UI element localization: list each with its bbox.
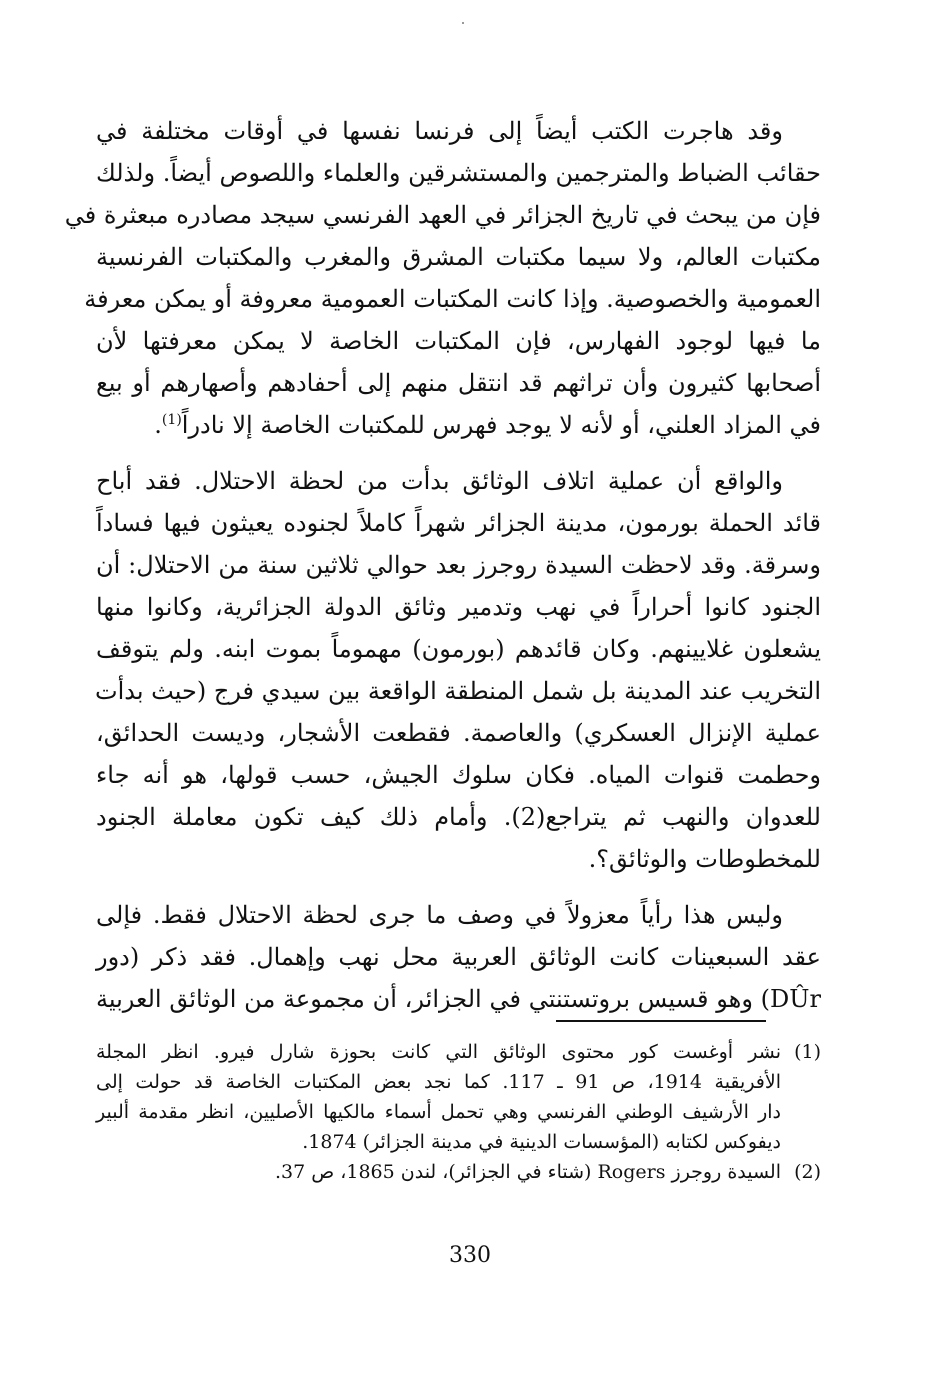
text-line: التخريب عند المدينة بل شمل المنطقة الواقعة بين سيدي فرج (حيث بدأت bbox=[95, 677, 821, 705]
text-line: وسرقة. وقد لاحظت السيدة روجرز بعد حوالي ثلاثين سنة من الاحتلال: أن bbox=[96, 551, 821, 579]
footnote-line: دار الأرشيف الوطني الفرنسي وهي تحمل أسماء مالكيها الأصليين، انظر مقدمة ألبير bbox=[96, 1101, 781, 1123]
main-text bbox=[64, 110, 821, 1020]
text-line: للعدوان والنهب ثم يتراجع(2). وأمام ذلك كيف تكون معاملة الجنود bbox=[96, 803, 821, 831]
paragraph-2 bbox=[96, 460, 821, 880]
footnote-text bbox=[96, 1037, 781, 1157]
text-line-body: في المزاد العلني، أو لأنه لا يوجد فهرس للمكتبات الخاصة إلا نادراً bbox=[181, 411, 821, 439]
footnote-number: (2) bbox=[794, 1161, 821, 1183]
text-line: وحطمت قنوات المياه. فكان سلوك الجيش، حسب قولها، هو أنه جاء bbox=[96, 761, 821, 789]
footnote-line: السيدة روجرز Rogers (شتاء في الجزائر)، لندن 1865، ص 37. bbox=[274, 1161, 781, 1183]
footnote-line: الأفريقية 1914، ص 91 ـ 117. كما نجد بعض المكتبات الخاصة قد حولت إلى bbox=[96, 1071, 782, 1093]
footnote-number: (1) bbox=[794, 1041, 821, 1063]
footnotes bbox=[96, 1037, 821, 1187]
footnote-1 bbox=[96, 1037, 821, 1157]
text-line bbox=[96, 404, 821, 446]
footnote-line: ديفوكس لكتابه (المؤسسات الدينية في مدينة الجزائر) 1874. bbox=[302, 1131, 781, 1153]
footnote-2 bbox=[96, 1157, 821, 1187]
text-line: الجنود كانوا أحراراً في نهب وتدمير وثائق الدولة الجزائرية، وكانوا منها bbox=[96, 593, 821, 621]
text-line: والواقع أن عملية اتلاف الوثائق بدأت من لحظة الاحتلال. فقد أباح bbox=[96, 467, 783, 495]
text-line: العمومية والخصوصية. وإذا كانت المكتبات العمومية معروفة أو يمكن معرفة bbox=[84, 285, 821, 313]
sentence-end: . bbox=[154, 411, 162, 439]
text-line: قائد الحملة بورمون، مدينة الجزائر شهراً كاملاً لجنوده يعيثون فيها فساداً bbox=[96, 509, 821, 537]
text-line: أصحابها كثيرون وأن تراثهم قد انتقل منهم إلى أحفادهم وأصهارهم أو بيع bbox=[96, 369, 821, 397]
footnote-text bbox=[96, 1157, 781, 1187]
text-line: وليس هذا رأياً معزولاً في وصف ما جرى لحظة الاحتلال فقط. فإلى bbox=[96, 901, 783, 929]
text-line: عملية الإنزال العسكري) والعاصمة. فقطعت الأشجار، وديست الحدائق، bbox=[96, 719, 821, 747]
paragraph-3 bbox=[96, 894, 821, 1020]
page-number: 330 bbox=[449, 1243, 491, 1268]
paragraph-1 bbox=[64, 110, 821, 446]
text-line: يشعلون غلايينهم. وكان قائدهم (بورمون) مهموماً بموت ابنه. ولم يتوقف bbox=[96, 635, 821, 663]
footnote-divider bbox=[556, 1020, 766, 1022]
text-line: وقد هاجرت الكتب أيضاً إلى فرنسا نفسها في أوقات مختلفة في bbox=[96, 117, 783, 145]
text-line: ما فيها لوجود الفهارس، فإن المكتبات الخاصة لا يمكن معرفتها لأن bbox=[96, 327, 821, 355]
text-line: مكتبات العالم، ولا سيما مكتبات المشرق والمغرب والمكتبات الفرنسية bbox=[96, 243, 821, 271]
scan-speck bbox=[462, 22, 464, 24]
text-line: للمخطوطات والوثائق؟. bbox=[588, 845, 821, 873]
footnote-ref-1: (1) bbox=[161, 412, 182, 428]
text-line: عقد السبعينات كانت الوثائق العربية محل نهب وإهمال. فقد ذكر (دور bbox=[96, 943, 821, 971]
text-line: حقائب الضباط والمترجمين والمستشرقين والعلماء واللصوص أيضاً. ولذلك bbox=[96, 159, 821, 187]
text-line: فإن من يبحث في تاريخ الجزائر في العهد الفرنسي سيجد مصادره مبعثرة في bbox=[64, 201, 821, 229]
footnote-line: نشر أوغست كور محتوى الوثائق التي كانت بحوزة شارل فيرو. انظر المجلة bbox=[96, 1041, 781, 1063]
text-line: DÛr) وهو قسيس بروتستنتي في الجزائر، أن مجموعة من الوثائق العربية bbox=[96, 985, 821, 1013]
